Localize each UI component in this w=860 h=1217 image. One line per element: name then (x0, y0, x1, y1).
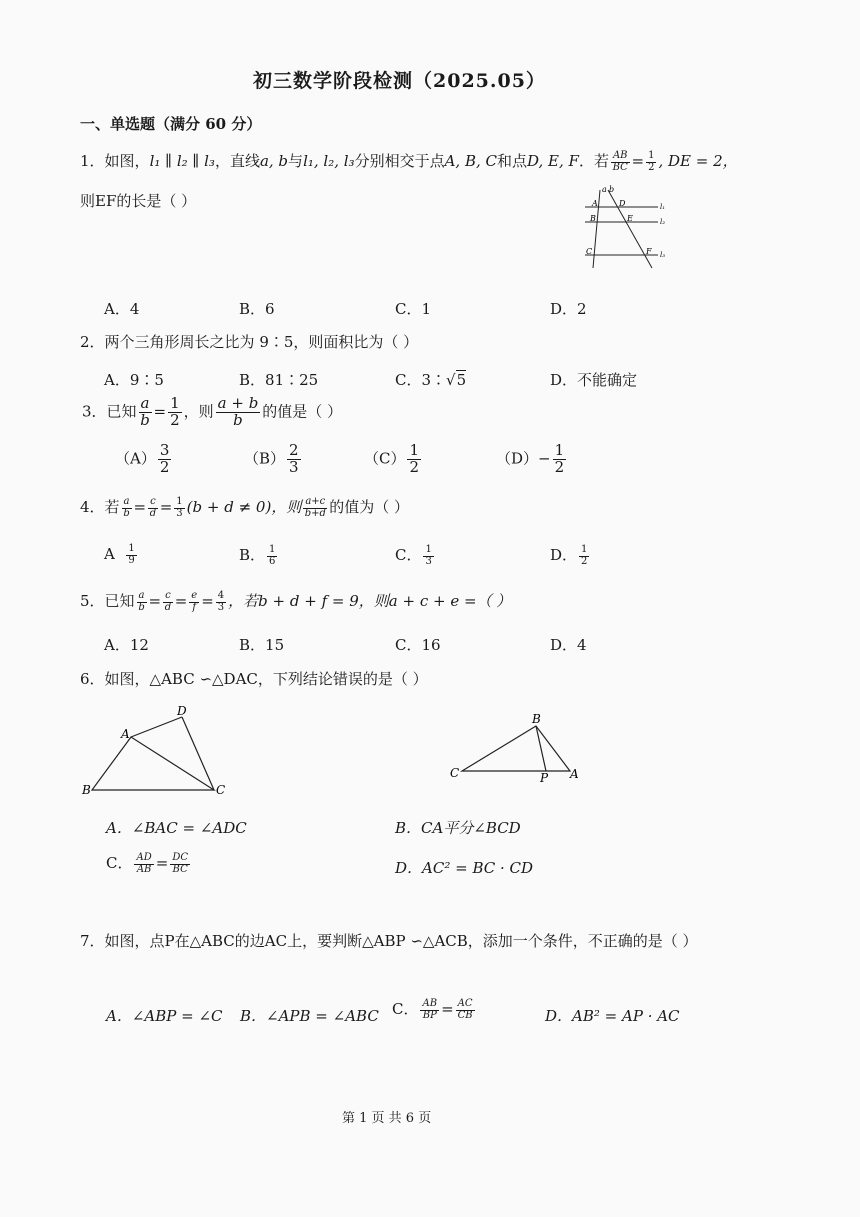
q5-option-b: B．15 (239, 636, 285, 654)
triangle-abc (462, 726, 570, 771)
label-B: B (590, 214, 596, 223)
question-4-stem: 4．若 $\frac{a}{b}$ = $\frac{c}{d}$ = $\frac{1}{3}$ (b + d ≠ 0)，则 $\frac{a+c}{b+d}$ 的值为（ ） (80, 496, 410, 519)
label-B: B (532, 712, 541, 726)
label-D: D (619, 199, 626, 208)
section-heading: 一、单选题（满分 60 分） (80, 115, 262, 133)
q5-option-c: C．16 (395, 636, 441, 654)
label-C: C (216, 783, 226, 797)
q2-option-a: A．9∶5 (104, 371, 164, 389)
q6-triangle-figure (80, 704, 240, 804)
segment-ad (131, 717, 182, 737)
q4-option-b: B． $\frac{1}{6}$ (239, 544, 276, 567)
label-P: P (540, 771, 549, 785)
q2-option-b: B．81∶25 (239, 371, 319, 389)
label-F: F (646, 247, 652, 256)
q1-option-a: A．4 (104, 300, 140, 318)
q4-option-d: D． $\frac{1}{2}$ (550, 544, 588, 567)
q2-option-d: D．不能确定 (550, 371, 638, 389)
q3-option-c: （C） $\frac{1}{2}$ (364, 441, 420, 476)
label-D: D (177, 704, 187, 718)
label-A: A (121, 727, 130, 741)
question-7-stem: 7．如图，点P在△ABC的边AC上，要判断△ABP ∽△ACB，添加一个条件，不正确的是（ ） (80, 932, 698, 950)
q3-option-d: （D）− $\frac{1}{2}$ (496, 441, 565, 476)
segment-dc (182, 717, 214, 790)
q3-option-a: （A） $\frac{3}{2}$ (115, 441, 170, 476)
q7-triangle-figure (448, 710, 588, 790)
label-l3: l₃ (660, 251, 666, 259)
question-6-stem: 6．如图，△ABC ∽△DAC，下列结论错误的是（ ） (80, 670, 428, 688)
label-C: C (450, 766, 460, 780)
page-title: 初三数学阶段检测（2025.05） (253, 70, 546, 92)
q6-option-c: C． $\frac{AD}{AB}$ = $\frac{DC}{BC}$ (106, 852, 188, 875)
q1-option-c: C．1 (395, 300, 432, 318)
label-A: A (592, 199, 598, 208)
q6-option-a: A．∠BAC = ∠ADC (106, 819, 247, 837)
label-a: a (602, 185, 607, 194)
q6-option-d: D．AC² = BC · CD (395, 859, 534, 877)
question-1-line2: 则EF的长是（ ） (80, 192, 197, 210)
question-3-stem: 3．已知 $\frac{a}{b}$ = $\frac{1}{2}$ ，则 $\frac{a + b}{b}$ 的值是（ ） (82, 394, 343, 429)
q1-option-d: D．2 (550, 300, 587, 318)
q7-option-a: A．∠ABP = ∠C (106, 1007, 223, 1025)
q5-option-d: D．4 (550, 636, 587, 654)
label-E: E (627, 214, 633, 223)
q7-option-d: D．AB² = AP · AC (545, 1007, 680, 1025)
label-l2: l₂ (660, 218, 666, 226)
q7-option-c: C． $\frac{AB}{BP}$ = $\frac{AC}{CB}$ (392, 998, 473, 1021)
label-A: A (570, 767, 579, 781)
page-footer: 第 1 页 共 6 页 (342, 1111, 432, 1126)
q6-option-b: B．CA平分∠BCD (395, 819, 521, 837)
q4-option-c: C． $\frac{1}{3}$ (395, 544, 432, 567)
q2-option-c: C．3∶√5 (395, 371, 467, 389)
label-b: b (609, 185, 615, 194)
q3-option-b: （B） $\frac{2}{3}$ (244, 441, 299, 476)
question-2-stem: 2．两个三角形周长之比为 9∶5，则面积比为（ ） (80, 333, 419, 351)
q1-option-b: B．6 (239, 300, 275, 318)
q7-option-b: B．∠APB = ∠ABC (240, 1007, 379, 1025)
q5-option-a: A．12 (104, 636, 149, 654)
line-b (608, 190, 652, 268)
question-5-stem: 5．已知 $\frac{a}{b}$ = $\frac{c}{d}$ = $\frac{e}{f}$ = $\frac{4}{3}$ ，若b + d + f = 9，则a + c + e =（ ） (80, 590, 512, 613)
label-C: C (586, 247, 593, 256)
triangle-abc (92, 737, 214, 790)
q4-option-a: A $\frac{1}{9}$ (104, 543, 135, 566)
label-l1: l₁ (660, 203, 666, 211)
label-B: B (82, 783, 91, 797)
question-1-stem: 1．如图，l₁ ∥ l₂ ∥ l₃，直线a, b与l₁, l₂, l₃分别相交于点A, B, C和点D, E, F．若 $\frac{AB}{BC}$ = $\frac{1}{2}$ , DE = 2， (80, 150, 738, 173)
q1-parallel-lines-figure (580, 185, 670, 270)
